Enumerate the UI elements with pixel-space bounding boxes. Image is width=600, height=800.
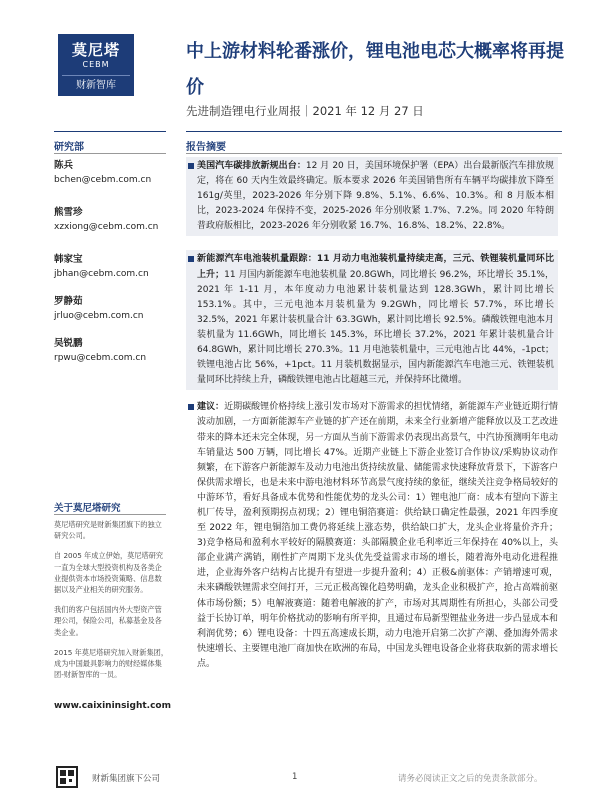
bullet-lead: 美国汽车碳排放新规出台： (197, 161, 306, 171)
page-number: 1 (292, 772, 298, 782)
bullet-lead: 建议： (197, 402, 225, 413)
analyst-name: 罗静茹 (54, 296, 83, 307)
summary-header: 报告摘要 (186, 142, 226, 153)
logo-cn: 莫尼塔 (71, 41, 120, 59)
bullet-marker (188, 404, 194, 410)
disclaimer-note: 请务必阅读正文之后的免责条款部分。 (398, 774, 543, 784)
bullet-battery-installs (186, 250, 558, 390)
analyst-item (54, 252, 172, 294)
analyst-email[interactable]: xzxiong@cebm.com.cn (54, 222, 159, 232)
bullet-text: 11 月国内新能源车电池装机量 20.8GWh，同比增长 96.2%，环比增长 35.1%，2021 年 1-11 月，本年度动力电池累计装机量达到 128.3GWh，累计同比增长 153.1%。其中，三元电池本月装机量为 9.2GWh，同比增长 57.7%，环比增长 32.5%，2021 年累计装机量合计 63.3GWh，累计同比增长 92.5%。磷酸铁锂电池本月装机量为 11.6GWh，同比增长 145.3%，环比增长 37.2%，2021 年累计装机量合计 64.8GWh，累计同比增长 270.3%。11 月电池装机量中，三元电池占比 44%，-1pct；铁锂电池占比 56%，+1pct。11 月装机数据显示，国内新能源汽车电池三元、铁锂装机量同环比持续上升，磷酸铁锂电池占比超越三元，并保持环比微增。 (197, 269, 554, 386)
bullet-lead: 新能源汽车电池装机量跟踪：11 月动力电池装机量持续走高，三元、铁锂装机量同环比上升； (197, 254, 554, 280)
qr-code-icon (56, 766, 78, 788)
about-text (54, 519, 168, 689)
bullet-text: 12 月 20 日，美国环境保护署（EPA）出台最新版汽车排放规定，将在 60 天内生效最终确定。版本要求 2026 年美国销售所有车辆平均碳排放下降至 161g/英里，2023-2026 年分别下降 9.8%、5.1%、6.6%、10.3%。和 8 月版本相比，2023-2024 年保持不变，2025-2026 年分别收紧 1.7%、7.2%。同 2020 年特朗普政府版相比，2023-2026 年分别收紧 16.7%、16.8%、18.2%、22.8%。 (197, 161, 554, 232)
website-link[interactable]: www.caixininsight.com (54, 701, 171, 711)
footer (0, 764, 600, 800)
bullet-marker (188, 163, 194, 169)
about-paragraph: 自 2005 年成立伊始，莫尼塔研究一直为全球大型投资机构及各类企业提供资本市场投资策略、信息数据以及产业相关的研究服务。 (54, 551, 164, 595)
cebm-logo (58, 34, 134, 96)
analyst-name: 吴锐鹏 (54, 338, 83, 349)
analyst-name: 韩家宝 (54, 254, 83, 265)
analyst-email[interactable]: rpwu@cebm.com.cn (54, 353, 147, 363)
divider-right (186, 131, 562, 132)
summary-content (186, 157, 558, 672)
analyst-name: 熊雪珍 (54, 207, 83, 218)
analyst-email[interactable]: jrluo@cebm.com.cn (54, 311, 144, 321)
report-title: 中上游材料轮番涨价，锂电池电芯大概率将再提价 (186, 41, 564, 98)
analyst-item (54, 336, 172, 383)
about-paragraph: 我们的客户包括国内外大型资产管理公司，保险公司，私募基金及各类企业。 (54, 605, 162, 637)
thin-divider-right (186, 153, 562, 154)
bullet-emission-rules (186, 157, 558, 236)
report-subtitle: 先进制造锂电行业周报｜2021 年 12 月 27 日 (186, 104, 424, 118)
footer-company: 财新集团旗下公司 (92, 774, 161, 784)
about-paragraph: 莫尼塔研究是财新集团旗下的独立研究公司。 (54, 520, 162, 541)
analyst-list (54, 158, 172, 383)
analyst-item (54, 158, 172, 205)
logo-sub: 财新智库 (62, 75, 130, 93)
analyst-email[interactable]: jbhan@cebm.com.cn (54, 269, 149, 279)
bullet-text: 近期碳酸锂价格持续上涨引发市场对下游需求的担忧情绪，新能源车产业链近期行情波动加剧，一方面新能源车产业链的扩产还在前期，未来全行业新增产能释放以及工艺改进带来的降本还未完全体现，另一方面从当前下游需求仍表现出高景气，中汽协预测明年电动车销量达 500 万辆，同比增长 47%。近期产业链上下游企业签订合作协议/采购协议动作频繁，在下游客户新能源车及动力电池出货持续放量、储能需求快速释放背景下，下游客户保供需求增长，也是未来中游电池材料环节高景气度持续的象征，继续关注竞争格局较好的中游环节，看好具备成本优势和性能优势的龙头公司：1）锂电池厂商：成本有望向下游主机厂传导，盈利预期拐点初现；2）锂电铜箔赛道：供给缺口确定性最强，2021 年四季度至 2022 年，锂电铜箔加工费仍将延续上涨态势，供给缺口扩大，龙头企业将量价齐升；3)竞争格局和盈利水平较好的隔膜赛道：头部隔膜企业毛利率近三年保持在 40%以上，头部企业满产满销，刚性扩产周期下龙头优先受益需求市场的增长，随着海外电动化进程推进，企业海外客户结构占比提升有望进一步提升盈利；4）正极&前驱体：产销增速可观，未来磷酸铁锂需求空间打开，三元正极高镍化趋势明确，龙头企业积极扩产，抢占高端前驱体市场份额；5）电解液赛道：随着电解液的扩产，市场对其周期性有所担心，头部公司受益于长协订单，明年价格扰动的影响有所平抑，且通过布局新型锂盐业务进一步凸显成本和利润优势；6）锂电设备：十四五高速成长期，动力电池开启第二次扩产潮、叠加海外需求快速增长、主要锂电池厂商加快在欧洲的布局，中国龙头锂电设备企业将获取新的需求增长点。 (197, 402, 558, 669)
analyst-name: 陈兵 (54, 160, 74, 171)
bullet-recommendation (186, 400, 558, 672)
research-dept-header: 研究部 (54, 142, 84, 153)
about-title: 关于莫尼塔研究 (54, 503, 121, 514)
divider-left (54, 131, 166, 132)
analyst-email[interactable]: bchen@cebm.com.cn (54, 175, 152, 185)
bullet-marker (188, 256, 194, 262)
about-paragraph: 2015 年莫尼塔研究加入财新集团，成为中国最具影响力的财经媒体集团-财新智库的一员。 (54, 647, 169, 680)
thin-divider-left (54, 153, 166, 154)
logo-en: CEBM (82, 60, 110, 69)
analyst-item (54, 205, 172, 252)
analyst-item (54, 294, 172, 336)
about-divider (54, 514, 166, 515)
